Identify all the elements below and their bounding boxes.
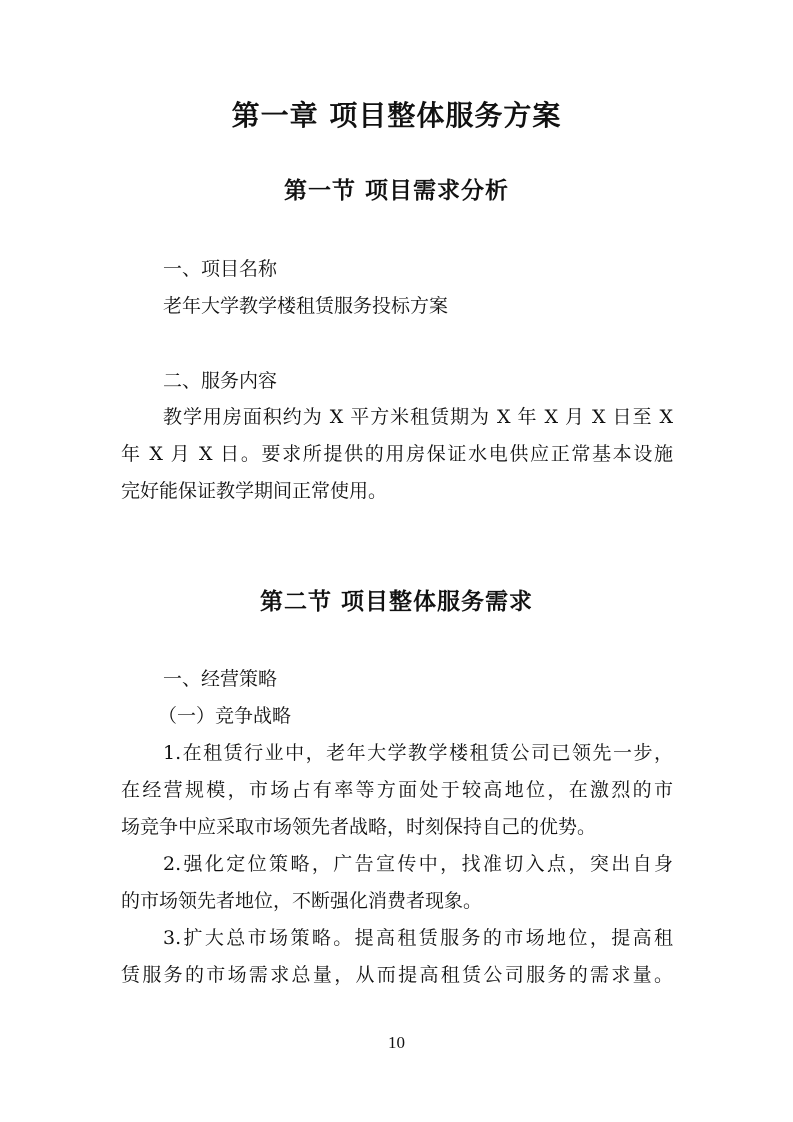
section1-item1-text: 老年大学教学楼租赁服务投标方案 (163, 295, 449, 317)
service-content-line-2: 年 X 月 X 日。要求所提供的用房保证水电供应正常基本设施 (121, 443, 673, 465)
para1-line-3: 场竞争中应采取市场领先者战略，时刻保持自己的优势。 (121, 816, 597, 838)
para3-line-2: 赁服务的市场需求总量，从而提高租赁公司服务的需求量。 (121, 964, 673, 986)
service-content-line-3: 完好能保证教学期间正常使用。 (121, 480, 388, 502)
section1-item1-heading: 一、项目名称 (163, 258, 278, 280)
para1-line-1: 1.在租赁行业中，老年大学教学楼租赁公司已领先一步， (163, 742, 673, 764)
section2-title: 第二节 项目整体服务需求 (259, 588, 533, 615)
page-number: 10 (388, 1033, 405, 1052)
para3-line-1: 3.扩大总市场策略。提高租赁服务的市场地位，提高租 (163, 927, 673, 949)
para2-line-2: 的市场领先者地位，不断强化消费者现象。 (121, 890, 483, 912)
service-content-line-1: 教学用房面积约为 X 平方米租赁期为 X 年 X 月 X 日至 X (163, 406, 673, 428)
chapter-title: 第一章 项目整体服务方案 (231, 99, 562, 132)
section2-sub1-heading: （一）竞争战略 (158, 705, 292, 727)
section2-item1-heading: 一、经营策略 (163, 668, 278, 690)
section1-title: 第一节 项目需求分析 (283, 177, 509, 204)
section1-item2-heading: 二、服务内容 (163, 370, 278, 392)
para1-line-2: 在经营规模，市场占有率等方面处于较高地位，在激烈的市 (121, 779, 673, 801)
para2-line-1: 2.强化定位策略，广告宣传中，找准切入点，突出自身 (163, 853, 673, 875)
